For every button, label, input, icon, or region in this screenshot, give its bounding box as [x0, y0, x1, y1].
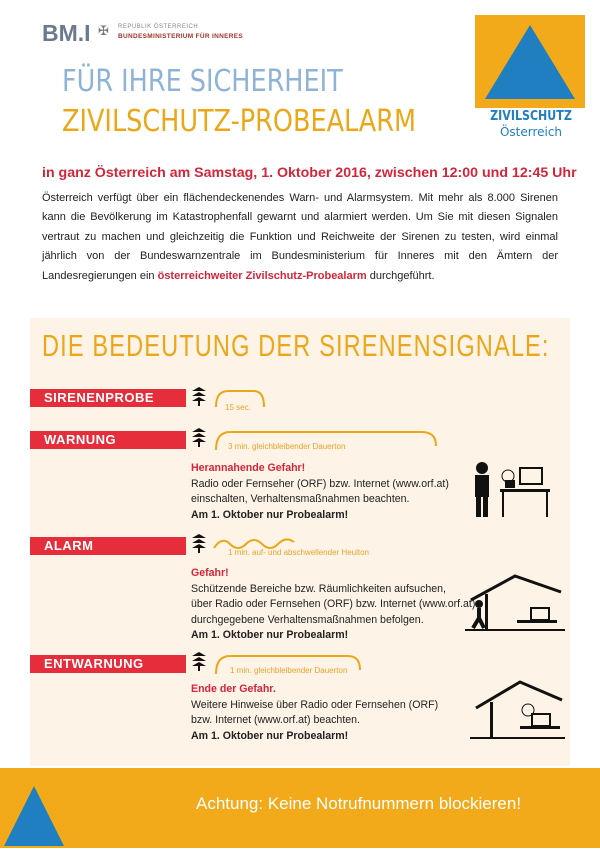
zivilschutz-logo: [475, 15, 585, 108]
entwarnung-note: Am 1. Oktober nur Probealarm!: [191, 729, 349, 742]
warnung-title: Herannahende Gefahr!: [191, 462, 306, 474]
title-line-1: FÜR IHRE SICHERHEIT: [62, 64, 343, 99]
entwarnung-line: Weitere Hinweise über Radio oder Fernsehen (ORF): [191, 698, 439, 711]
intro-paragraph: [42, 189, 558, 286]
signals-heading: DIE BEDEUTUNG DER SIRENENSIGNALE:: [42, 328, 550, 363]
eagle-icon: ✠: [98, 23, 109, 38]
alarm-line: über Radio oder Fernsehen (ORF) bzw. Internet (www.orf.at): [191, 598, 476, 610]
alarm-title: Gefahr!: [191, 567, 229, 579]
alarm-note: Am 1. Oktober nur Probealarm!: [191, 629, 349, 641]
house-radio-icon: [470, 678, 565, 740]
triangle-icon: [0, 768, 80, 848]
footer-warning: Achtung: Keine Notrufnummern blockieren!: [196, 794, 522, 813]
label-alarm: ALARM: [30, 537, 186, 555]
triangle-icon: [475, 15, 585, 108]
intro-text-end: durchgeführt.: [366, 269, 435, 282]
text-entwarnung: [191, 682, 438, 744]
duration-entwarnung: 1 min. gleichbleibender Dauerton: [230, 666, 348, 675]
duration-warnung: 3 min. gleichbleibender Dauerton: [228, 442, 346, 451]
warnung-note: Am 1. Oktober nur Probealarm!: [191, 508, 349, 521]
house-person-icon: [465, 572, 565, 632]
intro-highlight: österreichweiter Zivilschutz-Probealarm: [157, 269, 367, 282]
duration-sirenenprobe: 15 sec.: [225, 403, 251, 412]
title-line-2: ZIVILSCHUTZ-PROBEALARM: [62, 104, 416, 139]
label-entwarnung: ENTWARNUNG: [30, 655, 186, 673]
zivilschutz-name: ZIVILSCHUTZ: [490, 109, 572, 124]
person-tv-icon: [470, 460, 560, 520]
subtitle: in ganz Österreich am Samstag, 1. Oktober 2016, zwischen 12:00 und 12:45 Uhr: [42, 165, 577, 181]
duration-alarm: 1 min. auf- und abschwellender Heulton: [228, 548, 369, 557]
warnung-line: Radio oder Fernseher (ORF) bzw. Internet (www.orf.at): [191, 477, 449, 490]
alarm-line: durchgegebene Verhaltensmaßnahmen befolgen.: [191, 613, 424, 626]
ministry-label: BUNDESMINISTERIUM FÜR INNERES: [118, 33, 243, 40]
label-sirenenprobe: SIRENENPROBE: [30, 389, 186, 407]
text-alarm: [191, 566, 475, 644]
intro-text: Österreich verfügt über ein flächendeckenendes Warn- und Alarmsystem. Mit mehr als 8.000 Sirenen kann die Bevölkerung im Katastrophenfall gewarnt und alarmiert werden. Um Sie mit diesen Signalen vertraut zu machen und gleichzeitig die Funktion und Reichweite der Sirenen zu testen, wird einmal jährlich von der Bundeswarnzentrale im Bundesministerium für Inneres mit den Ämtern der Landesregierungen ein: [42, 192, 558, 282]
warnung-line: einschalten, Verhaltensmaßnahmen beachten.: [191, 493, 410, 505]
label-warnung: WARNUNG: [30, 431, 186, 449]
entwarnung-line: bzw. Internet (www.orf.at) beachten.: [191, 714, 360, 726]
bmi-logo: BM.I: [42, 20, 91, 46]
zivilschutz-sub: Österreich: [499, 125, 563, 139]
entwarnung-title: Ende der Gefahr.: [191, 683, 276, 695]
alarm-line: Schützende Bereiche bzw. Räumlichkeiten aufsuchen,: [191, 582, 446, 595]
text-warnung: [191, 461, 449, 523]
republic-label: REPUBLIK ÖSTERREICH: [118, 24, 199, 30]
